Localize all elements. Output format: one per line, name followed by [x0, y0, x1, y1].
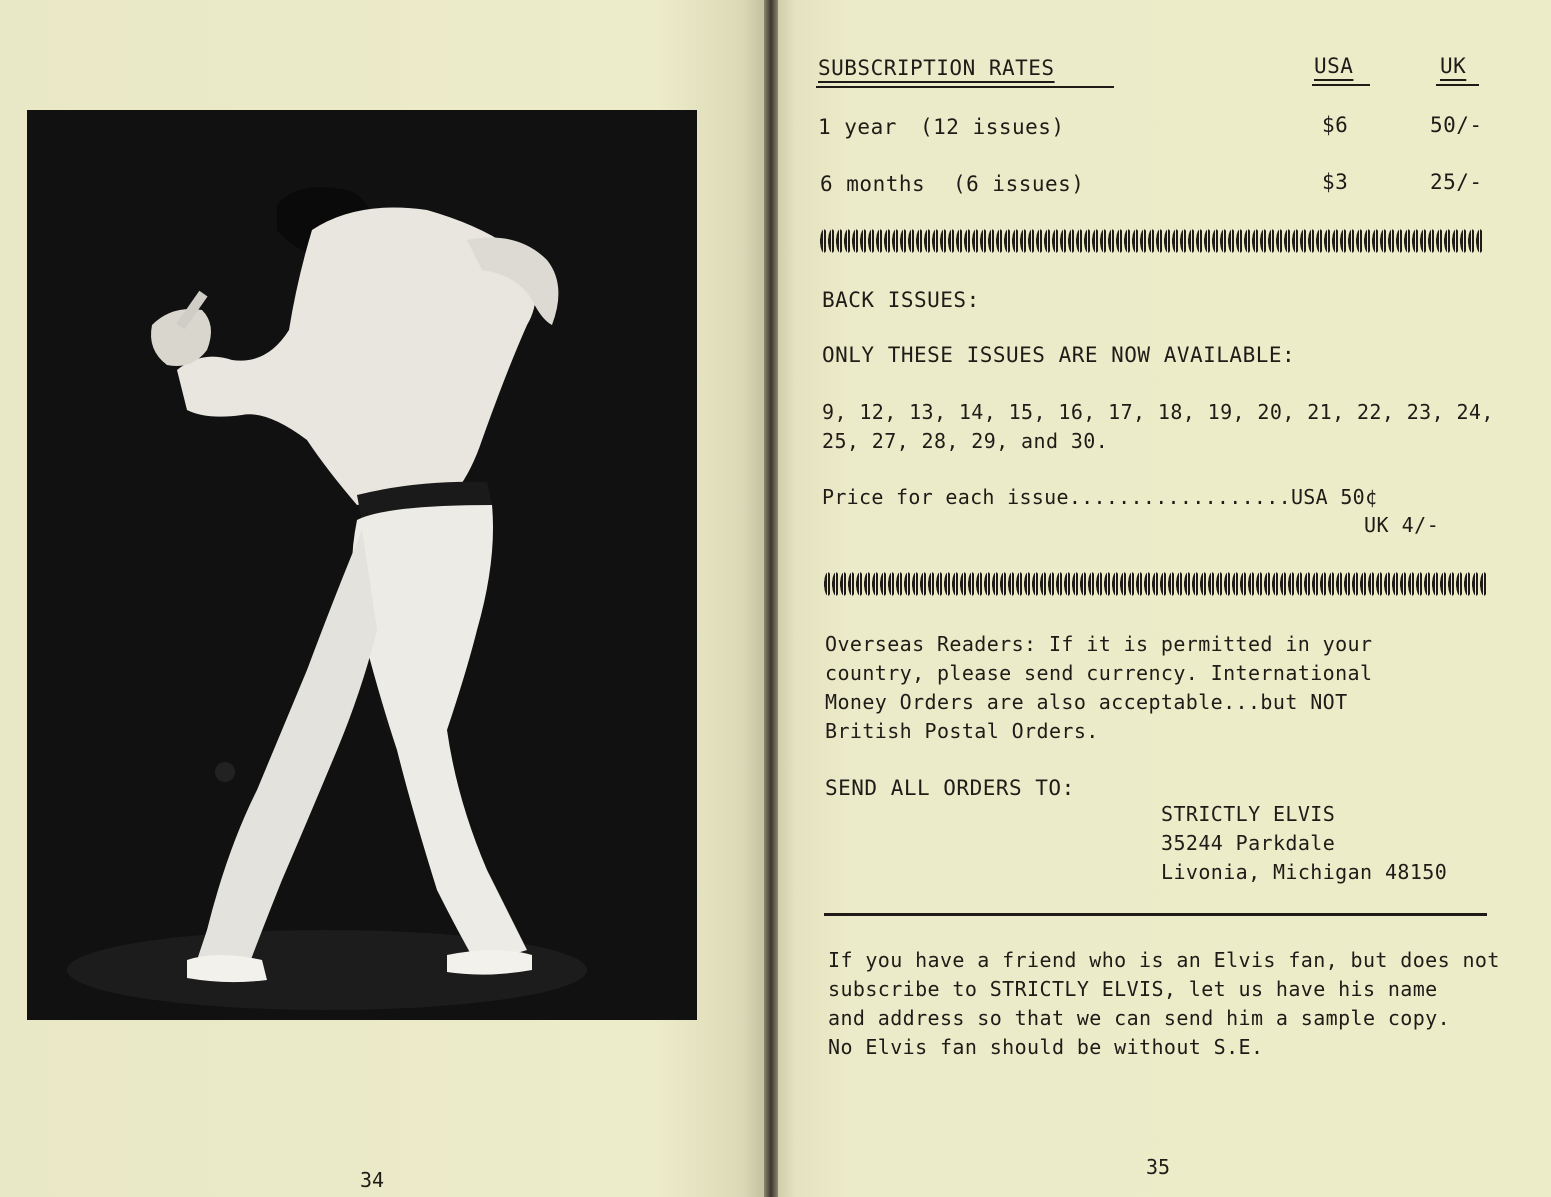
rate-usa-1: $6: [1322, 113, 1349, 137]
overseas-note: [825, 630, 1372, 746]
ornamental-divider-2: [824, 572, 1486, 596]
overseas-line-4: British Postal Orders.: [825, 719, 1099, 743]
usa-underline: [1312, 84, 1370, 86]
rate-term-2: 6 months: [820, 172, 926, 196]
rate-usa-2: $3: [1322, 170, 1349, 194]
available-issues-heading: ONLY THESE ISSUES ARE NOW AVAILABLE:: [822, 343, 1296, 367]
performer-photo: [27, 110, 697, 1020]
rate-uk-1: 50/-: [1430, 113, 1483, 137]
address-line-1: STRICTLY ELVIS: [1161, 802, 1336, 826]
performer-silhouette: [27, 110, 697, 1020]
price-uk: UK 4/-: [1364, 513, 1440, 537]
issue-list: [822, 398, 1494, 456]
friend-line-2: subscribe to STRICTLY ELVIS, let us have his name: [828, 977, 1438, 1001]
address-line-3: Livonia, Michigan 48150: [1161, 860, 1448, 884]
address-line-2: 35244 Parkdale: [1161, 831, 1336, 855]
mailing-address: [1161, 800, 1447, 887]
book-gutter: [764, 0, 778, 1197]
heading-underline: [816, 86, 1114, 88]
page-number-right: 35: [1146, 1155, 1171, 1179]
friend-note: [828, 946, 1500, 1062]
rate-issues-1: (12 issues): [920, 115, 1065, 139]
issue-list-line-2: 25, 27, 28, 29, and 30.: [822, 429, 1109, 453]
price-each-issue: Price for each issue..................USA 50¢: [822, 485, 1378, 509]
rate-term-1: 1 year: [818, 115, 897, 139]
issue-list-line-1: 9, 12, 13, 14, 15, 16, 17, 18, 19, 20, 21, 22, 23, 24,: [822, 400, 1494, 424]
friend-line-1: If you have a friend who is an Elvis fan, but does not: [828, 948, 1500, 972]
col-usa-header: USA: [1314, 54, 1354, 78]
overseas-line-2: country, please send currency. International: [825, 661, 1373, 685]
friend-line-4: No Elvis fan should be without S.E.: [828, 1035, 1264, 1059]
section-rule: [824, 913, 1487, 916]
back-issues-heading: BACK ISSUES:: [822, 288, 980, 312]
col-uk-header: UK: [1440, 54, 1467, 78]
left-page: [0, 0, 772, 1197]
rate-uk-2: 25/-: [1430, 170, 1483, 194]
rate-issues-2: (6 issues): [953, 172, 1085, 196]
friend-line-3: and address so that we can send him a sample copy.: [828, 1006, 1451, 1030]
ornamental-divider-1: [820, 229, 1483, 253]
overseas-line-1: Overseas Readers: If it is permitted in your: [825, 632, 1373, 656]
overseas-line-3: Money Orders are also acceptable...but NOT: [825, 690, 1348, 714]
page-number-left: 34: [360, 1168, 385, 1192]
subscription-heading: SUBSCRIPTION RATES: [818, 56, 1055, 80]
orders-label: SEND ALL ORDERS TO:: [825, 776, 1075, 800]
uk-underline: [1436, 84, 1479, 86]
